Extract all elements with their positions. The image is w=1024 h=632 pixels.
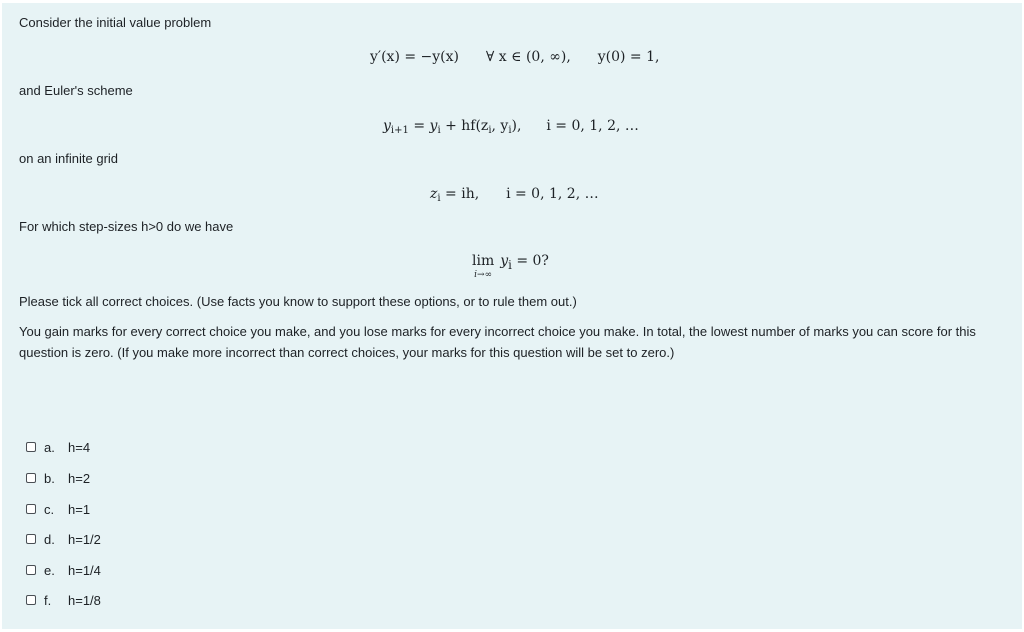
grid-equation xyxy=(430,184,599,204)
grid-sub: i xyxy=(437,193,441,204)
checkbox[interactable] xyxy=(26,504,36,514)
option-label: h=1 xyxy=(68,501,91,517)
ode-initial-condition: y(0) = 1, xyxy=(597,49,660,65)
scheme-eq: = xyxy=(408,118,430,134)
option-b[interactable] xyxy=(26,468,90,488)
euler-intro-text: and Euler's scheme xyxy=(19,83,133,98)
ode-domain: ∀ x ∈ (0, ∞), xyxy=(485,49,571,65)
option-letter: f. xyxy=(44,592,52,608)
option-c[interactable] xyxy=(26,499,90,519)
limit-equation xyxy=(472,251,549,279)
scheme-rhs: ), xyxy=(511,118,522,134)
checkbox[interactable] xyxy=(26,595,36,605)
checkbox[interactable] xyxy=(26,534,36,544)
question-panel xyxy=(2,3,1022,629)
option-f[interactable] xyxy=(26,590,101,610)
which-text: For which step-sizes h>0 do we have xyxy=(19,219,234,234)
marking-text: You gain marks for every correct choice you make, and you lose marks for every incorrect choice you make. In total, the lowest number of marks you can score for this question is zero. (If you make more incorrect than correct choices, your marks for this question will be set to zero.) xyxy=(19,324,976,360)
option-letter: b. xyxy=(44,470,55,486)
grid-z: z xyxy=(430,186,438,202)
grid-intro-text: on an infinite grid xyxy=(19,151,119,166)
option-letter: d. xyxy=(44,531,55,547)
option-a[interactable] xyxy=(26,437,90,457)
limit-subscript: i→∞ xyxy=(474,270,493,280)
option-label: h=1/2 xyxy=(68,531,101,547)
limit-sub: i xyxy=(508,257,512,272)
option-letter: a. xyxy=(44,439,55,455)
instruction-text: Please tick all correct choices. (Use facts you know to support these options, or to rule them out.) xyxy=(19,294,577,309)
scheme-sub: i+1 xyxy=(390,125,409,136)
grid-range: i = 0, 1, 2, … xyxy=(506,186,599,202)
ode-lhs: y′(x) = −y(x) xyxy=(370,49,459,65)
euler-scheme-equation xyxy=(383,116,639,136)
intro-text: Consider the initial value problem xyxy=(19,15,212,30)
option-label: h=4 xyxy=(68,439,91,455)
checkbox[interactable] xyxy=(26,442,36,452)
option-label: h=1/8 xyxy=(68,592,101,608)
scheme-sub: i xyxy=(437,125,441,136)
scheme-sub: i xyxy=(488,125,492,136)
scheme-yi: y xyxy=(429,118,438,134)
option-e[interactable] xyxy=(26,560,101,580)
option-letter: e. xyxy=(44,562,55,578)
scheme-rhs: + hf(z xyxy=(440,118,489,134)
limit-word: lim xyxy=(472,253,495,269)
scheme-range: i = 0, 1, 2, … xyxy=(546,118,639,134)
grid-eq: = ih, xyxy=(440,186,480,202)
limit-rest: = 0? xyxy=(511,253,549,269)
option-label: h=2 xyxy=(68,470,91,486)
checkbox[interactable] xyxy=(26,565,36,575)
scheme-y: y xyxy=(383,118,391,134)
limit-operator xyxy=(472,251,494,279)
checkbox[interactable] xyxy=(26,473,36,483)
scheme-rhs: , y xyxy=(491,118,509,134)
option-label: h=1/4 xyxy=(68,562,101,578)
option-letter: c. xyxy=(44,501,55,517)
scheme-sub: i xyxy=(508,125,512,136)
option-d[interactable] xyxy=(26,529,101,549)
limit-y: y xyxy=(500,253,509,269)
ode-equation xyxy=(370,47,659,67)
